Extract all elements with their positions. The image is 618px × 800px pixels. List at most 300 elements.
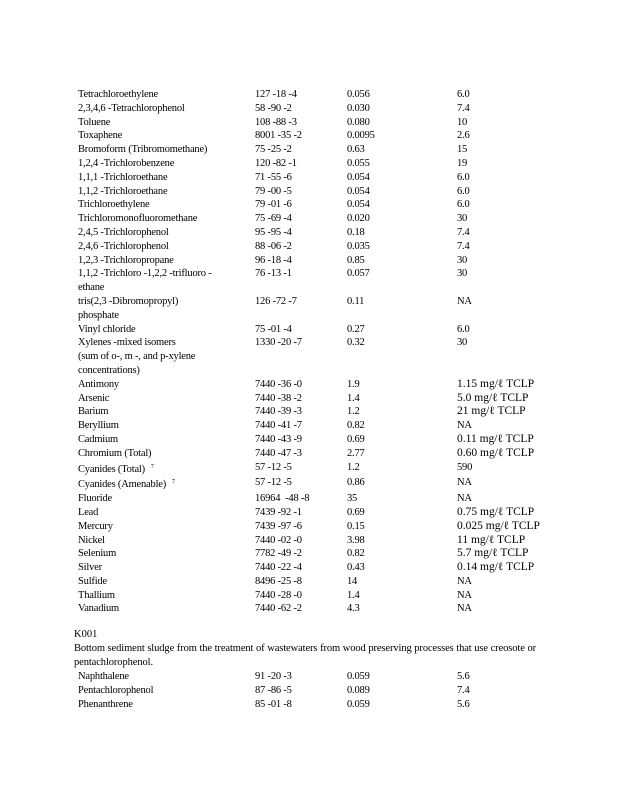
wastewater-standard-text: 0.059: [347, 698, 370, 710]
wastewater-standard-text: 1.4: [347, 392, 360, 404]
constituent-name: [78, 534, 255, 548]
cas-number: [255, 405, 347, 419]
constituent-name-text: 1,2,4 -Trichlorobenzene: [78, 157, 175, 169]
wastewater-standard: [347, 129, 457, 143]
nonwastewater-standard: [457, 602, 547, 616]
nonwastewater-standard-text: 30: [457, 337, 468, 349]
wastewater-standard-text: 0.089: [347, 684, 370, 696]
nonwastewater-standard-text: 21 mg/ℓ TCLP: [457, 405, 526, 418]
wastewater-standard: [347, 171, 457, 185]
k001-constituent-table: [78, 670, 547, 711]
wastewater-standard-text: 0.020: [347, 213, 370, 225]
cas-number: [255, 323, 347, 337]
cas-number-text: 88 -06 -2: [255, 240, 292, 252]
constituent-name: [78, 198, 255, 212]
wastewater-standard: [347, 433, 457, 447]
nonwastewater-standard: [457, 88, 547, 102]
cas-number: [255, 684, 347, 698]
wastewater-standard-text: 1.2: [347, 406, 360, 418]
nonwastewater-standard: [457, 378, 547, 392]
nonwastewater-standard: [457, 447, 547, 461]
constituent-name-text: Tetrachloroethylene: [78, 89, 159, 100]
wastewater-standard-text: 1.4: [347, 589, 360, 601]
nonwastewater-standard-text: 0.75 mg/ℓ TCLP: [457, 505, 535, 518]
constituent-name-text: Trichloroethylene: [78, 199, 150, 211]
footnote-marker: 7: [172, 479, 175, 486]
constituent-name: [78, 476, 255, 492]
cas-number-text: 7440 -39 -3: [255, 406, 302, 418]
cas-number-text: 95 -95 -4: [255, 226, 292, 238]
nonwastewater-standard: [457, 198, 547, 212]
cas-number-text: 7439 -97 -6: [255, 520, 302, 532]
cas-number-text: 7440 -22 -4: [255, 562, 302, 574]
wastewater-standard-text: 0.055: [347, 157, 370, 169]
nonwastewater-standard: [457, 295, 547, 309]
wastewater-standard-text: 0.82: [347, 420, 365, 432]
table-row: [78, 323, 547, 337]
wastewater-standard: [347, 336, 457, 350]
nonwastewater-standard-text: 30: [457, 268, 468, 280]
cas-number-text: 108 -88 -3: [255, 116, 297, 128]
wastewater-standard-text: 0.030: [347, 102, 370, 114]
constituent-name-text: concentrations): [78, 364, 140, 376]
table-row: [78, 602, 547, 616]
nonwastewater-standard: [457, 226, 547, 240]
wastewater-standard-text: 0.32: [347, 337, 365, 349]
cas-number-text: 7782 -49 -2: [255, 548, 302, 560]
nonwastewater-standard: [457, 143, 547, 157]
table-row: [78, 492, 547, 506]
nonwastewater-standard-text: NA: [457, 603, 472, 615]
nonwastewater-standard-text: NA: [457, 493, 472, 505]
wastewater-standard: [347, 143, 457, 157]
wastewater-standard: [347, 492, 457, 506]
nonwastewater-standard: [457, 309, 547, 323]
cas-number-text: 7440 -38 -2: [255, 392, 302, 404]
nonwastewater-standard-text: NA: [457, 477, 472, 489]
nonwastewater-standard-text: 6.0: [457, 171, 470, 183]
constituent-name-text: 1,1,2 -Trichloroethane: [78, 185, 168, 197]
nonwastewater-standard-text: 0.025 mg/ℓ TCLP: [457, 519, 540, 532]
constituent-name: [78, 267, 255, 281]
nonwastewater-standard: [457, 240, 547, 254]
constituent-name-text: Vanadium: [78, 603, 119, 615]
table-row: [78, 309, 547, 323]
nonwastewater-standard: [457, 419, 547, 433]
wastewater-standard: [347, 254, 457, 268]
nonwastewater-standard-text: 15: [457, 144, 468, 156]
constituent-name: [78, 419, 255, 433]
cas-number: [255, 520, 347, 534]
cas-number-text: 1330 -20 -7: [255, 337, 302, 349]
nonwastewater-standard: [457, 561, 547, 575]
cas-number: [255, 212, 347, 226]
wastewater-standard-text: 1.9: [347, 378, 360, 390]
cas-number: [255, 240, 347, 254]
wastewater-standard: [347, 350, 457, 364]
cas-number: [255, 157, 347, 171]
nonwastewater-standard: [457, 185, 547, 199]
nonwastewater-standard: [457, 171, 547, 185]
constituent-name-text: 2,4,5 -Trichlorophenol: [78, 226, 169, 238]
table-row: [78, 575, 547, 589]
cas-number: [255, 198, 347, 212]
cas-number-text: 120 -82 -1: [255, 157, 297, 169]
nonwastewater-standard: [457, 281, 547, 295]
nonwastewater-standard-text: 10: [457, 116, 468, 128]
cas-number-text: 8496 -25 -8: [255, 575, 302, 587]
constituent-name: [78, 350, 255, 364]
constituent-name-text: Trichloromonofluoromethane: [78, 213, 198, 225]
table-row: [78, 143, 547, 157]
constituent-name: [78, 240, 255, 254]
wastewater-standard-text: 0.85: [347, 254, 365, 266]
cas-number-text: 7440 -43 -9: [255, 433, 302, 445]
nonwastewater-standard-text: 2.6: [457, 130, 470, 142]
table-row: [78, 336, 547, 350]
nonwastewater-standard-text: NA: [457, 589, 472, 601]
wastewater-standard-text: 0.054: [347, 171, 370, 183]
nonwastewater-standard: [457, 476, 547, 492]
table-row: [78, 419, 547, 433]
table-row: [78, 295, 547, 309]
wastewater-standard: [347, 575, 457, 589]
table-row: [78, 350, 547, 364]
nonwastewater-standard-text: 6.0: [457, 89, 470, 100]
wastewater-standard: [347, 698, 457, 712]
wastewater-standard: [347, 547, 457, 561]
constituent-name-text: Toluene: [78, 116, 111, 128]
constituent-name-text: 1,2,3 -Trichloropropane: [78, 254, 174, 266]
cas-number-text: 7439 -92 -1: [255, 506, 302, 518]
cas-number-text: 96 -18 -4: [255, 254, 292, 266]
table-row: [78, 589, 547, 603]
wastewater-standard-text: 0.63: [347, 144, 365, 156]
wastewater-standard: [347, 226, 457, 240]
cas-number: [255, 447, 347, 461]
nonwastewater-standard: [457, 684, 547, 698]
wastewater-standard-text: 3.98: [347, 534, 365, 546]
nonwastewater-standard: [457, 520, 547, 534]
constituent-name: [78, 447, 255, 461]
table-row: [78, 520, 547, 534]
wastewater-standard: [347, 561, 457, 575]
cas-number: [255, 547, 347, 561]
cas-number-text: 79 -00 -5: [255, 185, 292, 197]
wastewater-standard-text: 0.054: [347, 185, 370, 197]
wastewater-standard-text: 0.056: [347, 89, 370, 100]
cas-number: [255, 378, 347, 392]
footnote-marker: 7: [150, 463, 154, 470]
waste-code-heading: K001: [74, 629, 98, 640]
constituent-name: [78, 461, 255, 477]
table-row: [78, 254, 547, 268]
cas-number-text: 8001 -35 -2: [255, 130, 302, 142]
table-row: [78, 281, 547, 295]
table-row: [78, 102, 547, 116]
table-row: [78, 534, 547, 548]
nonwastewater-standard-text: NA: [457, 575, 472, 587]
table-row: [78, 129, 547, 143]
table-row: [78, 433, 547, 447]
cas-number: [255, 254, 347, 268]
cas-number-text: 7440 -28 -0: [255, 589, 302, 601]
wastewater-standard-text: 4.3: [347, 603, 360, 615]
constituent-name: [78, 295, 255, 309]
constituent-name: [78, 378, 255, 392]
cas-number: [255, 575, 347, 589]
nonwastewater-standard: [457, 212, 547, 226]
constituent-name: [78, 492, 255, 506]
wastewater-standard-text: 0.69: [347, 433, 365, 445]
constituent-name-text: 1,1,1 -Trichloroethane: [78, 171, 168, 183]
wastewater-standard-text: 0.080: [347, 116, 370, 128]
wastewater-standard-text: 2.77: [347, 447, 365, 459]
nonwastewater-standard-text: 7.4: [457, 240, 470, 252]
table-row: [78, 392, 547, 406]
table-row: [78, 116, 547, 130]
nonwastewater-standard: [457, 254, 547, 268]
wastewater-standard-text: 0.057: [347, 268, 370, 280]
constituent-name-text: Antimony: [78, 378, 119, 390]
constituent-name: [78, 171, 255, 185]
nonwastewater-standard-text: 6.0: [457, 199, 470, 211]
wastewater-standard: [347, 602, 457, 616]
nonwastewater-standard: [457, 129, 547, 143]
nonwastewater-standard-text: 7.4: [457, 102, 470, 114]
cas-number-text: 57 -12 -5: [255, 477, 292, 489]
nonwastewater-standard: [457, 405, 547, 419]
cas-number: [255, 419, 347, 433]
table-row: [78, 447, 547, 461]
nonwastewater-standard-text: 19: [457, 157, 468, 169]
constituent-name-text: 1,1,2 -Trichloro -1,2,2 -trifluoro -: [78, 268, 212, 280]
constituent-name: [78, 602, 255, 616]
table-row: [78, 240, 547, 254]
cas-number: [255, 534, 347, 548]
cas-number: [255, 476, 347, 492]
waste-description: Bottom sediment sludge from the treatment of wastewaters from wood preserving processes that use creosote or pentachlorophenol.: [74, 643, 536, 668]
table-row: [78, 561, 547, 575]
table-row: [78, 698, 547, 712]
constituent-name: [78, 589, 255, 603]
table-row: [78, 171, 547, 185]
constituent-name-text: Mercury: [78, 520, 113, 532]
constituent-name: [78, 143, 255, 157]
wastewater-standard: [347, 405, 457, 419]
nonwastewater-standard: [457, 506, 547, 520]
cas-number: [255, 461, 347, 477]
constituent-name-text: Cyanides (Total): [78, 463, 145, 475]
nonwastewater-standard-text: 6.0: [457, 323, 470, 335]
constituent-name-text: Vinyl chloride: [78, 323, 136, 335]
wastewater-standard: [347, 461, 457, 477]
constituent-name: [78, 575, 255, 589]
cas-number-text: 16964 -48 -8: [255, 493, 310, 505]
cas-number: [255, 143, 347, 157]
wastewater-standard: [347, 506, 457, 520]
nonwastewater-standard: [457, 547, 547, 561]
constituent-name-text: Xylenes -mixed isomers: [78, 337, 176, 349]
table-row: [78, 157, 547, 171]
cas-number-text: 7440 -41 -7: [255, 420, 302, 432]
wastewater-standard: [347, 240, 457, 254]
constituent-name: [78, 405, 255, 419]
constituent-name-text: Silver: [78, 562, 102, 574]
nonwastewater-standard-text: 0.60 mg/ℓ TCLP: [457, 446, 535, 459]
table-row: [78, 185, 547, 199]
nonwastewater-standard: [457, 589, 547, 603]
k001-constituent-table-body: [78, 670, 547, 711]
cas-number: [255, 433, 347, 447]
nonwastewater-standard: [457, 336, 547, 350]
table-row: [78, 212, 547, 226]
nonwastewater-standard-text: 7.4: [457, 226, 470, 238]
wastewater-standard: [347, 185, 457, 199]
nonwastewater-standard: [457, 670, 547, 684]
nonwastewater-standard-text: 30: [457, 254, 468, 266]
wastewater-standard-text: 0.69: [347, 506, 365, 518]
wastewater-standard-text: 0.054: [347, 199, 370, 211]
wastewater-standard-text: 0.18: [347, 226, 365, 238]
wastewater-standard: [347, 378, 457, 392]
wastewater-standard: [347, 212, 457, 226]
wastewater-standard: [347, 447, 457, 461]
nonwastewater-standard-text: 590: [457, 461, 473, 473]
nonwastewater-standard: [457, 575, 547, 589]
constituent-name: [78, 212, 255, 226]
table-row: [78, 364, 547, 378]
cas-number: [255, 589, 347, 603]
nonwastewater-standard: [457, 433, 547, 447]
cas-number: [255, 281, 347, 295]
constituent-name-text: 2,4,6 -Trichlorophenol: [78, 240, 169, 252]
wastewater-standard-text: 0.27: [347, 323, 365, 335]
constituent-name: [78, 226, 255, 240]
constituent-table: [78, 88, 547, 616]
table-row: [78, 88, 547, 102]
nonwastewater-standard: [457, 698, 547, 712]
constituent-name-text: Beryllium: [78, 420, 119, 432]
wastewater-standard: [347, 589, 457, 603]
table-row: [78, 670, 547, 684]
cas-number-text: 91 -20 -3: [255, 671, 292, 682]
nonwastewater-standard-text: NA: [457, 295, 472, 307]
wastewater-standard: [347, 670, 457, 684]
constituent-name-text: ethane: [78, 282, 105, 294]
wastewater-standard-text: 0.15: [347, 520, 365, 532]
wastewater-standard: [347, 102, 457, 116]
constituent-name-text: Sulfide: [78, 575, 107, 587]
wastewater-standard: [347, 364, 457, 378]
cas-number: [255, 185, 347, 199]
constituent-name: [78, 670, 255, 684]
wastewater-standard-text: 0.11: [347, 295, 365, 307]
cas-number: [255, 336, 347, 350]
nonwastewater-standard: [457, 116, 547, 130]
nonwastewater-standard: [457, 364, 547, 378]
nonwastewater-standard: [457, 267, 547, 281]
cas-number: [255, 602, 347, 616]
cas-number-text: 75 -25 -2: [255, 144, 292, 156]
constituent-table-body: [78, 88, 547, 616]
wastewater-standard: [347, 116, 457, 130]
table-row: [78, 198, 547, 212]
constituent-name: [78, 129, 255, 143]
constituent-name-text: Pentachlorophenol: [78, 684, 154, 696]
constituent-name-text: phosphate: [78, 309, 119, 321]
nonwastewater-standard: [457, 492, 547, 506]
wastewater-standard: [347, 281, 457, 295]
constituent-name: [78, 309, 255, 323]
table-row: [78, 684, 547, 698]
wastewater-standard-text: 0.035: [347, 240, 370, 252]
cas-number-text: 7440 -47 -3: [255, 447, 302, 459]
nonwastewater-standard: [457, 392, 547, 406]
wastewater-standard-text: 35: [347, 493, 358, 505]
wastewater-standard: [347, 88, 457, 102]
constituent-name-text: Nickel: [78, 534, 105, 546]
constituent-name-text: Thallium: [78, 589, 115, 601]
nonwastewater-standard-text: 1.15 mg/ℓ TCLP: [457, 377, 535, 390]
wastewater-standard-text: 0.059: [347, 671, 370, 682]
constituent-name-text: Bromoform (Tribromomethane): [78, 144, 208, 156]
nonwastewater-standard-text: 5.6: [457, 698, 470, 710]
table-row: [78, 506, 547, 520]
constituent-name: [78, 433, 255, 447]
constituent-name: [78, 254, 255, 268]
constituent-name-text: Phenanthrene: [78, 698, 133, 710]
cas-number: [255, 492, 347, 506]
nonwastewater-standard: [457, 323, 547, 337]
constituent-name-text: Lead: [78, 506, 99, 518]
cas-number: [255, 102, 347, 116]
constituent-name-text: Naphthalene: [78, 671, 129, 682]
wastewater-standard: [347, 534, 457, 548]
wastewater-standard-text: 0.86: [347, 477, 365, 489]
constituent-name: [78, 561, 255, 575]
nonwastewater-standard-text: 5.0 mg/ℓ TCLP: [457, 391, 529, 404]
cas-number: [255, 309, 347, 323]
constituent-name-text: (sum of o-, m -, and p-xylene: [78, 351, 196, 363]
nonwastewater-standard-text: 6.0: [457, 185, 470, 197]
nonwastewater-standard-text: 7.4: [457, 684, 470, 696]
wastewater-standard-text: 14: [347, 575, 358, 587]
cas-number-text: 76 -13 -1: [255, 268, 292, 280]
table-row: [78, 226, 547, 240]
wastewater-standard-text: 0.43: [347, 562, 365, 574]
constituent-name: [78, 116, 255, 130]
constituent-name-text: tris(2,3 -Dibromopropyl): [78, 295, 179, 307]
nonwastewater-standard: [457, 102, 547, 116]
constituent-name-text: Selenium: [78, 548, 117, 560]
constituent-name-text: Cyanides (Amenable): [78, 479, 167, 491]
nonwastewater-standard-text: 0.11 mg/ℓ TCLP: [457, 432, 534, 445]
wastewater-standard: [347, 684, 457, 698]
constituent-name-text: Toxaphene: [78, 130, 123, 142]
nonwastewater-standard-text: NA: [457, 420, 472, 432]
cas-number-text: 87 -86 -5: [255, 684, 292, 696]
constituent-name: [78, 547, 255, 561]
cas-number: [255, 267, 347, 281]
constituent-name: [78, 698, 255, 712]
wastewater-standard: [347, 309, 457, 323]
cas-number: [255, 561, 347, 575]
constituent-name: [78, 88, 255, 102]
cas-number: [255, 350, 347, 364]
constituent-name: [78, 364, 255, 378]
wastewater-standard: [347, 323, 457, 337]
